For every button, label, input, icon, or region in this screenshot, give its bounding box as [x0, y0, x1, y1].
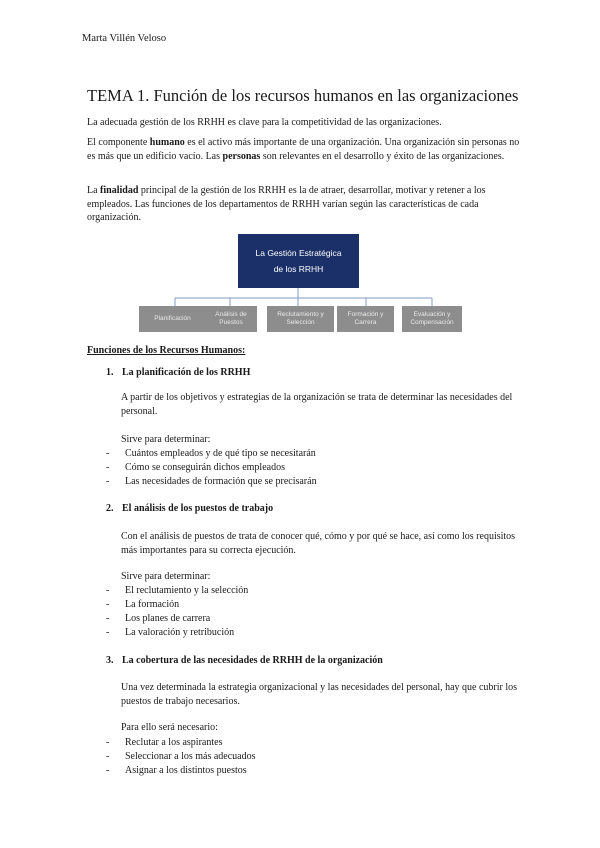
list-item: - Los planes de carrera	[106, 613, 211, 624]
diagram-main-box	[238, 234, 359, 288]
diagram-node-reclutamiento: Reclutamiento y Selección	[267, 306, 334, 332]
section-1-heading: 1. La planificación de los RRHH	[106, 367, 251, 378]
section-title: Funciones de los Recursos Humanos:	[87, 345, 246, 356]
list-item: - La valoración y retribución	[106, 627, 235, 638]
section-2-heading: 2. El análisis de los puestos de trabajo	[106, 503, 274, 514]
intro-paragraph-1: La adecuada gestión de los RRHH es clave para la competitividad de las organizaciones.	[87, 117, 442, 128]
diagram-node-planificacion: Planificación	[139, 306, 206, 332]
diagram-node-evaluacion: Evaluación y Compensación	[402, 306, 462, 332]
list-item: - El reclutamiento y la selección	[106, 585, 249, 596]
section-3-text: Una vez determinada la estrategia organizacional y las necesidades del personal, hay que cubrir los puestos de trabajo necesarios.	[121, 682, 518, 707]
list-item: - La formación	[106, 599, 180, 610]
section-1-text: A partir de los objetivos y estrategias de la organización se trata de determinar las necesidades del personal.	[121, 392, 513, 417]
section-3-lead: Para ello será necesario:	[121, 722, 218, 733]
section-1-lead: Sirve para determinar:	[121, 434, 211, 445]
list-item: - Reclutar a los aspirantes	[106, 737, 223, 748]
list-item: - Seleccionar a los más adecuados	[106, 751, 256, 762]
list-item: - Asignar a los distintos puestos	[106, 765, 247, 776]
list-item: - Cuántos empleados y de qué tipo se necesitarán	[106, 448, 316, 459]
list-item: - Las necesidades de formación que se precisarán	[106, 476, 317, 487]
page-title: TEMA 1. Función de los recursos humanos en las organizaciones	[87, 86, 519, 105]
diagram-main-line-2: de los RRHH	[273, 264, 324, 274]
diagram-main-line-1: La Gestión Estratégica	[255, 248, 342, 258]
section-2-text: Con el análisis de puestos de trata de conocer qué, cómo y por qué se hace, así como los requisitos más importantes para su correcta ejecución.	[121, 531, 516, 556]
diagram-node-formacion: Formación y Carrera	[337, 306, 394, 332]
diagram-node-analisis: Análisis de Puestos	[205, 306, 257, 332]
list-item: - Cómo se conseguirán dichos empleados	[106, 462, 285, 473]
section-2-lead: Sirve para determinar:	[121, 571, 211, 582]
intro-paragraph-2: El componente humano es el activo más importante de una organización. Una organización sin personas no es más que un edificio vacío. Las personas son relevantes en el desarrollo y éxito de las organizaciones.	[87, 137, 520, 162]
author-name: Marta Villén Veloso	[82, 33, 167, 44]
intro-paragraph-3: La finalidad principal de la gestión de los RRHH es la de atraer, desarrollar, motivar y retener a los empleados. Las funciones de los departamentos de RRHH varían según las características de cada organización.	[87, 185, 486, 223]
section-3-heading: 3. La cobertura de las necesidades de RRHH de la organización	[106, 655, 383, 666]
